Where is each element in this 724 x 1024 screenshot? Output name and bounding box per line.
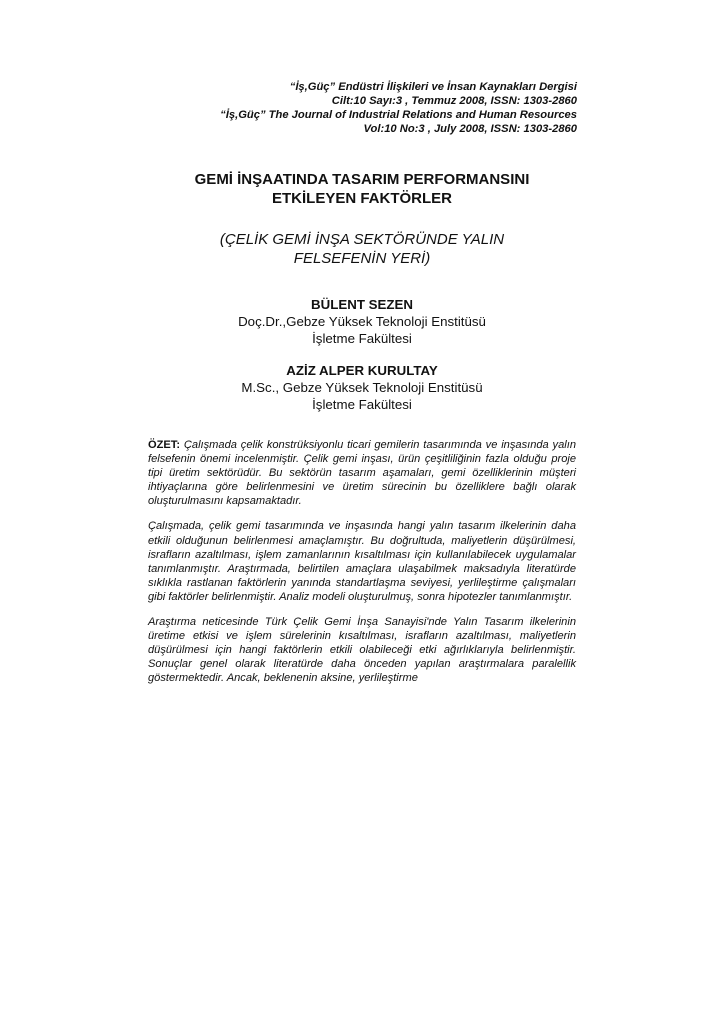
- abstract-paragraph-3: Araştırma neticesinde Türk Çelik Gemi İnşa Sanayisi'nde Yalın Tasarım ilkelerinin üretime etkisi ve işlem sürelerinin kısaltılması, israfların azaltılması, maliyetlerin düşürülmesi için hangi faktörlerin etkili olabileceği etki ağırlıklarıyla belirlenmiştir. Sonuçlar genel olarak literatürde daha önceden yapılan araştırmalara paralellik göstermektedir. Ancak, beklenenin aksine, yerlileştirme: [148, 616, 576, 685]
- paper-title-line2: ETKİLEYEN FAKTÖRLER: [271, 190, 452, 207]
- author-affiliation: M.Sc., Gebze Yüksek Teknoloji Enstitüsü: [241, 380, 483, 395]
- author-faculty: İşletme Fakültesi: [312, 331, 412, 346]
- paper-title: [140, 170, 584, 208]
- journal-issue-tr: Cilt:10 Sayı:3 , Temmuz 2008, ISSN: 1303-2860: [331, 95, 577, 107]
- abstract-text-1: Çalışmada çelik konstrüksiyonlu ticari gemilerin tasarımında ve inşasında yalın felsefenin önemi incelenmiştir. Çelik gemi inşası, ürün çeşitliliğinin fazla olduğu proje tipi üretim sektörüdür. Bu sektörün tasarım aşamaları, gemi özelliklerinin müşteri ihtiyaçlarına göre belirlenmesini ve üretim sürecinin bu özelliklere bağlı olarak oluşturulmasını kapsamaktadır.: [148, 439, 576, 508]
- author-faculty: İşletme Fakültesi: [312, 397, 412, 412]
- journal-name-en: “İş,Güç” The Journal of Industrial Relations and Human Resources: [220, 109, 577, 121]
- journal-issue-en: Vol:10 No:3 , July 2008, ISSN: 1303-2860: [363, 123, 577, 135]
- journal-header: [150, 80, 577, 136]
- abstract: [148, 438, 576, 697]
- author-block-1: [140, 296, 584, 347]
- author-block-2: [140, 362, 584, 413]
- paper-subtitle: [140, 230, 584, 268]
- paper-subtitle-line2: FELSEFENİN YERİ): [293, 250, 431, 267]
- paper-title-line1: GEMİ İNŞAATINDA TASARIM PERFORMANSINI: [194, 171, 530, 188]
- abstract-paragraph-2: Çalışmada, çelik gemi tasarımında ve inşasında hangi yalın tasarım ilkelerinin daha etkili olduğunun belirlenmesi amaçlamıştır. Bu doğrultuda, maliyetlerin düşürülmesi, israfların azaltılması, işlem zamanlarının kısaltılması için kullanılabilecek uygulamalar tanımlanmıştır. Araştırmada, belirtilen amaçlara ulaşabilmek maksadıyla literatürde sıklıkla rastlanan faktörlerin yanında standartlaşma seviyesi, yerlileştirme çalışmaları gibi faktörler belirlenmiştir. Analiz modeli oluşturulmuş, sonra hipotezler tanımlanmıştır.: [148, 520, 576, 603]
- author-affiliation: Doç.Dr.,Gebze Yüksek Teknoloji Enstitüsü: [238, 314, 486, 329]
- abstract-label: ÖZET:: [148, 439, 181, 451]
- author-name: BÜLENT SEZEN: [311, 297, 413, 312]
- paper-subtitle-line1: (ÇELİK GEMİ İNŞA SEKTÖRÜNDE YALIN: [219, 231, 505, 248]
- author-name: AZİZ ALPER KURULTAY: [286, 363, 438, 378]
- abstract-paragraph-1: [148, 438, 576, 508]
- journal-name-tr: “İş,Güç” Endüstri İlişkileri ve İnsan Kaynakları Dergisi: [289, 81, 577, 93]
